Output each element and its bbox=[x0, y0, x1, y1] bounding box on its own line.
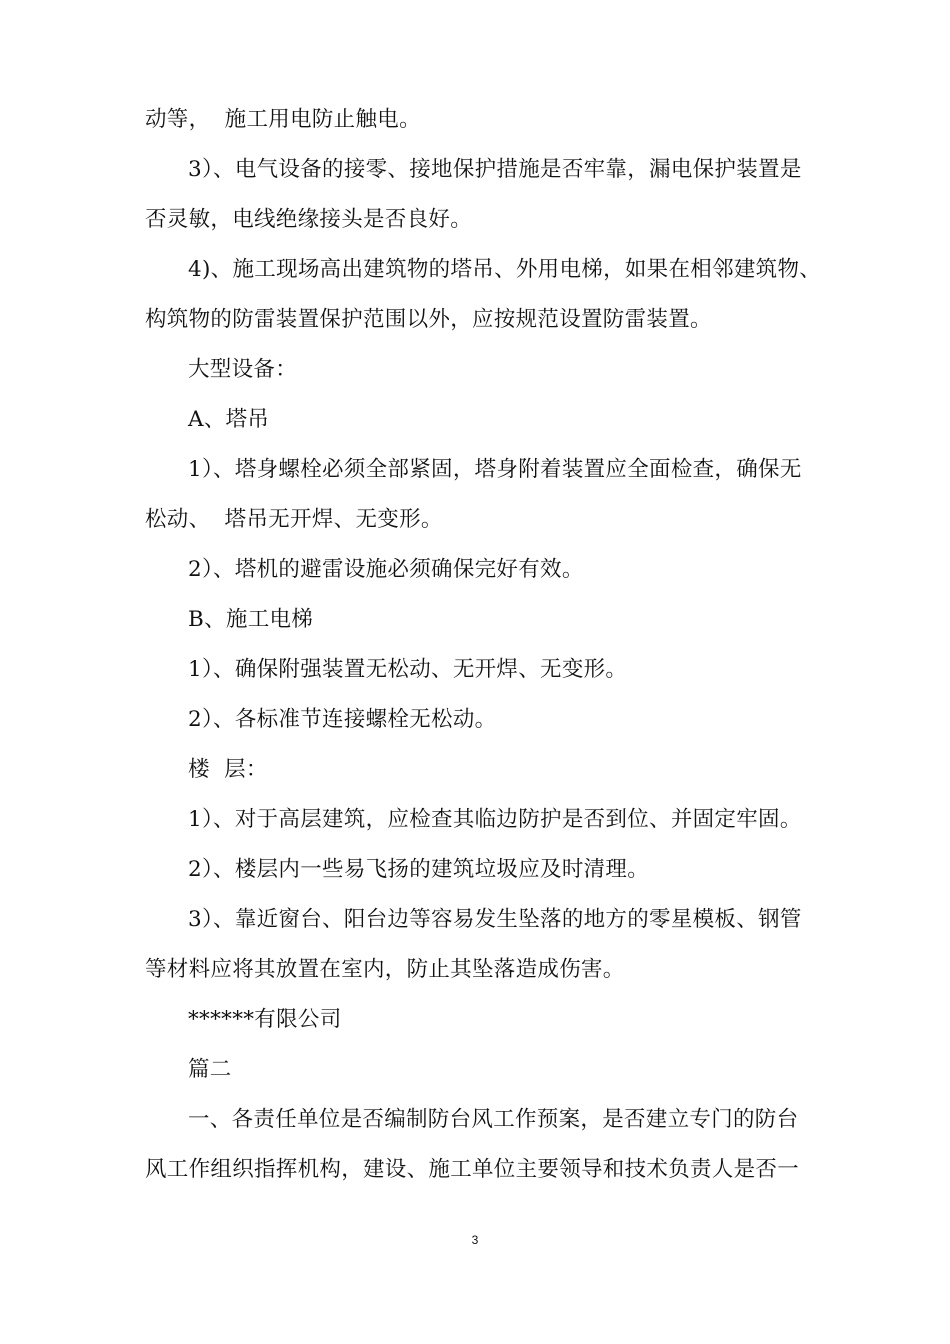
text-line: 等材料应将其放置在室内，防止其坠落造成伤害。 bbox=[145, 957, 625, 982]
text-line: 1）、对于高层建筑，应检查其临边防护是否到位、并固定牢固。 bbox=[188, 807, 802, 832]
text-line: 2）、楼层内一些易飞扬的建筑垃圾应及时清理。 bbox=[188, 857, 650, 882]
section-heading: 大型设备： bbox=[188, 357, 298, 382]
text-line: 3）、电气设备的接零、接地保护措施是否牢靠，漏电保护装置是 bbox=[188, 157, 802, 182]
text-line: 一、各责任单位是否编制防台风工作预案，是否建立专门的防台 bbox=[188, 1107, 799, 1132]
text-line: 1）、塔身螺栓必须全部紧固，塔身附着装置应全面检查，确保无 bbox=[188, 457, 802, 482]
section-heading: 楼 层： bbox=[188, 757, 268, 782]
text-line: 3）、靠近窗台、阳台边等容易发生坠落的地方的零星模板、钢管 bbox=[188, 907, 802, 932]
page-number: 3 bbox=[471, 1233, 479, 1247]
text-line: 2）、各标准节连接螺栓无松动。 bbox=[188, 707, 497, 732]
text-line: 否灵敏，电线绝缘接头是否良好。 bbox=[145, 207, 473, 232]
text-line: 构筑物的防雷装置保护范围以外，应按规范设置防雷装置。 bbox=[145, 307, 712, 332]
text-line: 动等， 施工用电防止触电。 bbox=[145, 107, 421, 132]
text-line: 风工作组织指挥机构，建设、施工单位主要领导和技术负责人是否一 bbox=[145, 1157, 800, 1182]
text-line: 1）、确保附强装置无松动、无开焊、无变形。 bbox=[188, 657, 628, 682]
subsection-heading: A、塔吊 bbox=[188, 407, 270, 432]
text-line: 2）、塔机的避雷设施必须确保完好有效。 bbox=[188, 557, 584, 582]
text-line: 4)、施工现场高出建筑物的塔吊、外用电梯，如果在相邻建筑物、 bbox=[188, 257, 822, 282]
company-name: ******有限公司 bbox=[188, 1007, 342, 1032]
part-heading: 篇二 bbox=[188, 1057, 232, 1082]
text-line: 松动、 塔吊无开焊、无变形。 bbox=[145, 507, 443, 532]
subsection-heading: B、施工电梯 bbox=[188, 607, 314, 632]
